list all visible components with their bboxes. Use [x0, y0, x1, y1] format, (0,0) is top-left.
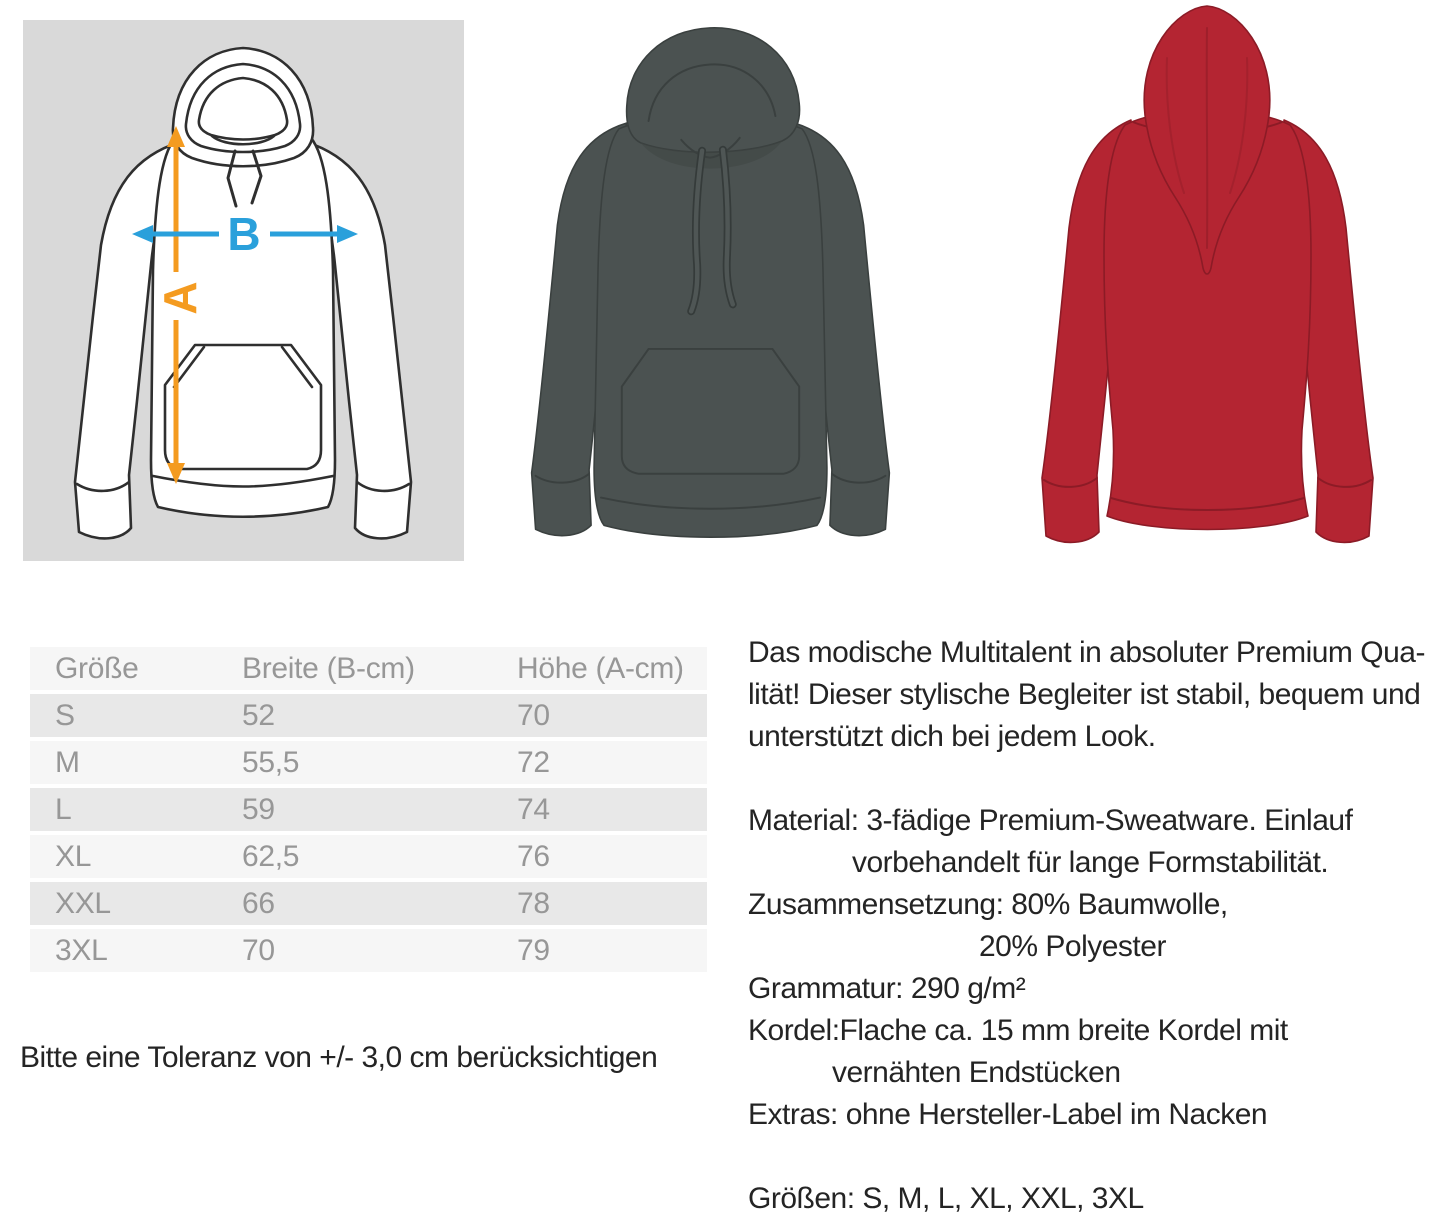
- size-cell: M: [55, 745, 80, 779]
- hoehe-cell: 72: [517, 745, 550, 779]
- width-label-b: B: [227, 208, 261, 260]
- table-row-l: [30, 788, 707, 831]
- hoodie-front-photo: [478, 12, 943, 562]
- hoehe-cell: 78: [517, 886, 550, 920]
- table-row-m: [30, 741, 707, 784]
- size-cell: S: [55, 698, 75, 732]
- hoehe-cell: 79: [517, 933, 550, 967]
- description-line-kordel: Kordel:Flache ca. 15 mm breite Kordel mit: [748, 1014, 1288, 1047]
- description-line: vorbehandelt für lange Formstabilität.: [852, 846, 1329, 879]
- size-table-header-row: [30, 647, 707, 690]
- table-row-s: [30, 694, 707, 737]
- description-line: unterstützt dich bei jedem Look.: [748, 720, 1156, 753]
- breite-cell: 59: [242, 792, 275, 826]
- breite-cell: 70: [242, 933, 275, 967]
- description-line-grammatur: Grammatur: 290 g/m²: [748, 972, 1026, 1005]
- hoehe-cell: 74: [517, 792, 550, 826]
- diagram-pocket: [165, 345, 321, 469]
- description-line: lität! Dieser stylische Begleiter ist stabil, bequem und: [748, 678, 1421, 711]
- table-row-xl: [30, 835, 707, 878]
- description-line: Das modische Multitalent in absoluter Premium Qua-: [748, 636, 1425, 669]
- description-line-zusammensetzung: Zusammensetzung: 80% Baumwolle,: [748, 888, 1228, 921]
- size-cell: XXL: [55, 886, 111, 920]
- size-diagram-panel: [23, 20, 464, 561]
- breite-cell: 66: [242, 886, 275, 920]
- header-breite: Breite (B-cm): [242, 651, 415, 685]
- height-label-a: A: [154, 281, 206, 315]
- front-hood: [627, 28, 800, 153]
- size-table: [30, 647, 707, 976]
- header-groesse: Größe: [55, 651, 139, 685]
- table-row-3xl: [30, 929, 707, 972]
- header-hoehe: Höhe (A-cm): [517, 651, 684, 685]
- breite-cell: 52: [242, 698, 275, 732]
- back-hood-crease-center: [1207, 28, 1208, 248]
- breite-cell: 55,5: [242, 745, 300, 779]
- size-cell: 3XL: [55, 933, 108, 967]
- description-line-groessen: Größen: S, M, L, XL, XXL, 3XL: [748, 1182, 1144, 1215]
- hoodie-measurement-diagram: [23, 20, 464, 561]
- hoodie-back-photo: [985, 0, 1430, 560]
- description-line: 20% Polyester: [979, 930, 1166, 963]
- description-line: vernähten Endstücken: [832, 1056, 1121, 1089]
- table-row-xxl: [30, 882, 707, 925]
- breite-cell: 62,5: [242, 839, 300, 873]
- tolerance-note: Bitte eine Toleranz von +/- 3,0 cm berücksichtigen: [20, 1041, 658, 1074]
- description-line-material: Material: 3-fädige Premium-Sweatware. Einlauf: [748, 804, 1353, 837]
- size-cell: XL: [55, 839, 92, 873]
- description-line-extras: Extras: ohne Hersteller-Label im Nacken: [748, 1098, 1268, 1131]
- hoehe-cell: 70: [517, 698, 550, 732]
- product-description: [748, 632, 1440, 1220]
- hoehe-cell: 76: [517, 839, 550, 873]
- size-cell: L: [55, 792, 72, 826]
